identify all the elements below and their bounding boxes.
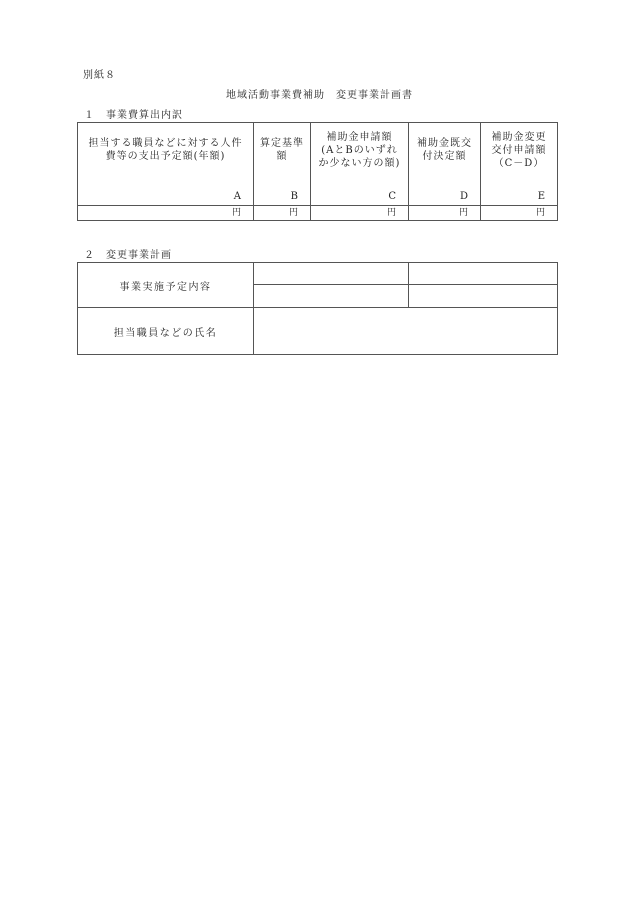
header-b-line2: 額 bbox=[276, 151, 288, 162]
document-title: 地域活動事業費補助 変更事業計画書 bbox=[226, 90, 413, 101]
header-c-line1: 補助金申請額 bbox=[326, 132, 393, 143]
header-cell-d bbox=[409, 123, 481, 206]
header-cell-c bbox=[311, 123, 409, 206]
staff-row bbox=[78, 308, 558, 355]
planned-content-cell-2-1[interactable] bbox=[254, 285, 409, 308]
amount-cell-c[interactable] bbox=[311, 206, 409, 221]
yen-unit: 円 bbox=[231, 208, 241, 218]
amount-cell-d[interactable] bbox=[409, 206, 481, 221]
amount-row bbox=[78, 206, 558, 221]
planned-content-cell-2-2[interactable] bbox=[409, 285, 558, 308]
planned-content-cell-1-2[interactable] bbox=[409, 263, 558, 285]
section2-heading: ２ 変更事業計画 bbox=[84, 250, 172, 261]
amount-cell-b[interactable] bbox=[254, 206, 311, 221]
header-d-line1: 補助金既交 bbox=[417, 138, 472, 149]
column-letter-a: A bbox=[233, 191, 241, 202]
header-c-line2: (AとBのいずれ bbox=[321, 145, 398, 156]
column-letter-e: E bbox=[537, 191, 545, 202]
header-cell-e bbox=[481, 123, 558, 206]
header-a-line2: 費等の支出予定額(年額) bbox=[105, 151, 226, 162]
column-letter-d: D bbox=[459, 191, 468, 202]
header-b-line1: 算定基準 bbox=[260, 138, 304, 149]
header-d-line2: 付決定額 bbox=[422, 151, 467, 162]
planned-content-cell-1-1[interactable] bbox=[254, 263, 409, 285]
yen-unit: 円 bbox=[458, 208, 468, 218]
header-c-line3: か少ない方の額) bbox=[318, 158, 401, 169]
change-plan-table bbox=[77, 262, 558, 355]
column-letter-c: C bbox=[388, 191, 396, 202]
header-e-line1: 補助金変更 bbox=[491, 132, 547, 143]
yen-unit: 円 bbox=[386, 208, 396, 218]
header-e-line2: 交付申請額 bbox=[491, 145, 547, 156]
header-row bbox=[78, 123, 558, 206]
cost-breakdown-table bbox=[77, 122, 558, 221]
header-a-line1: 担当する職員などに対する人件 bbox=[88, 138, 243, 149]
attachment-label: 別紙８ bbox=[83, 70, 116, 81]
header-cell-a bbox=[78, 123, 254, 206]
yen-unit: 円 bbox=[535, 208, 545, 218]
staff-name-cell[interactable] bbox=[254, 308, 558, 355]
section1-heading: １ 事業費算出内訳 bbox=[84, 110, 183, 121]
amount-cell-a[interactable] bbox=[78, 206, 254, 221]
header-e-line3: （C－D） bbox=[493, 158, 545, 169]
header-cell-b bbox=[254, 123, 311, 206]
planned-content-label: 事業実施予定内容 bbox=[78, 263, 254, 308]
amount-cell-e[interactable] bbox=[481, 206, 558, 221]
staff-name-label: 担当職員などの氏名 bbox=[78, 308, 254, 355]
column-letter-b: B bbox=[290, 191, 298, 202]
yen-unit: 円 bbox=[288, 208, 298, 218]
plan-row-1 bbox=[78, 263, 558, 285]
